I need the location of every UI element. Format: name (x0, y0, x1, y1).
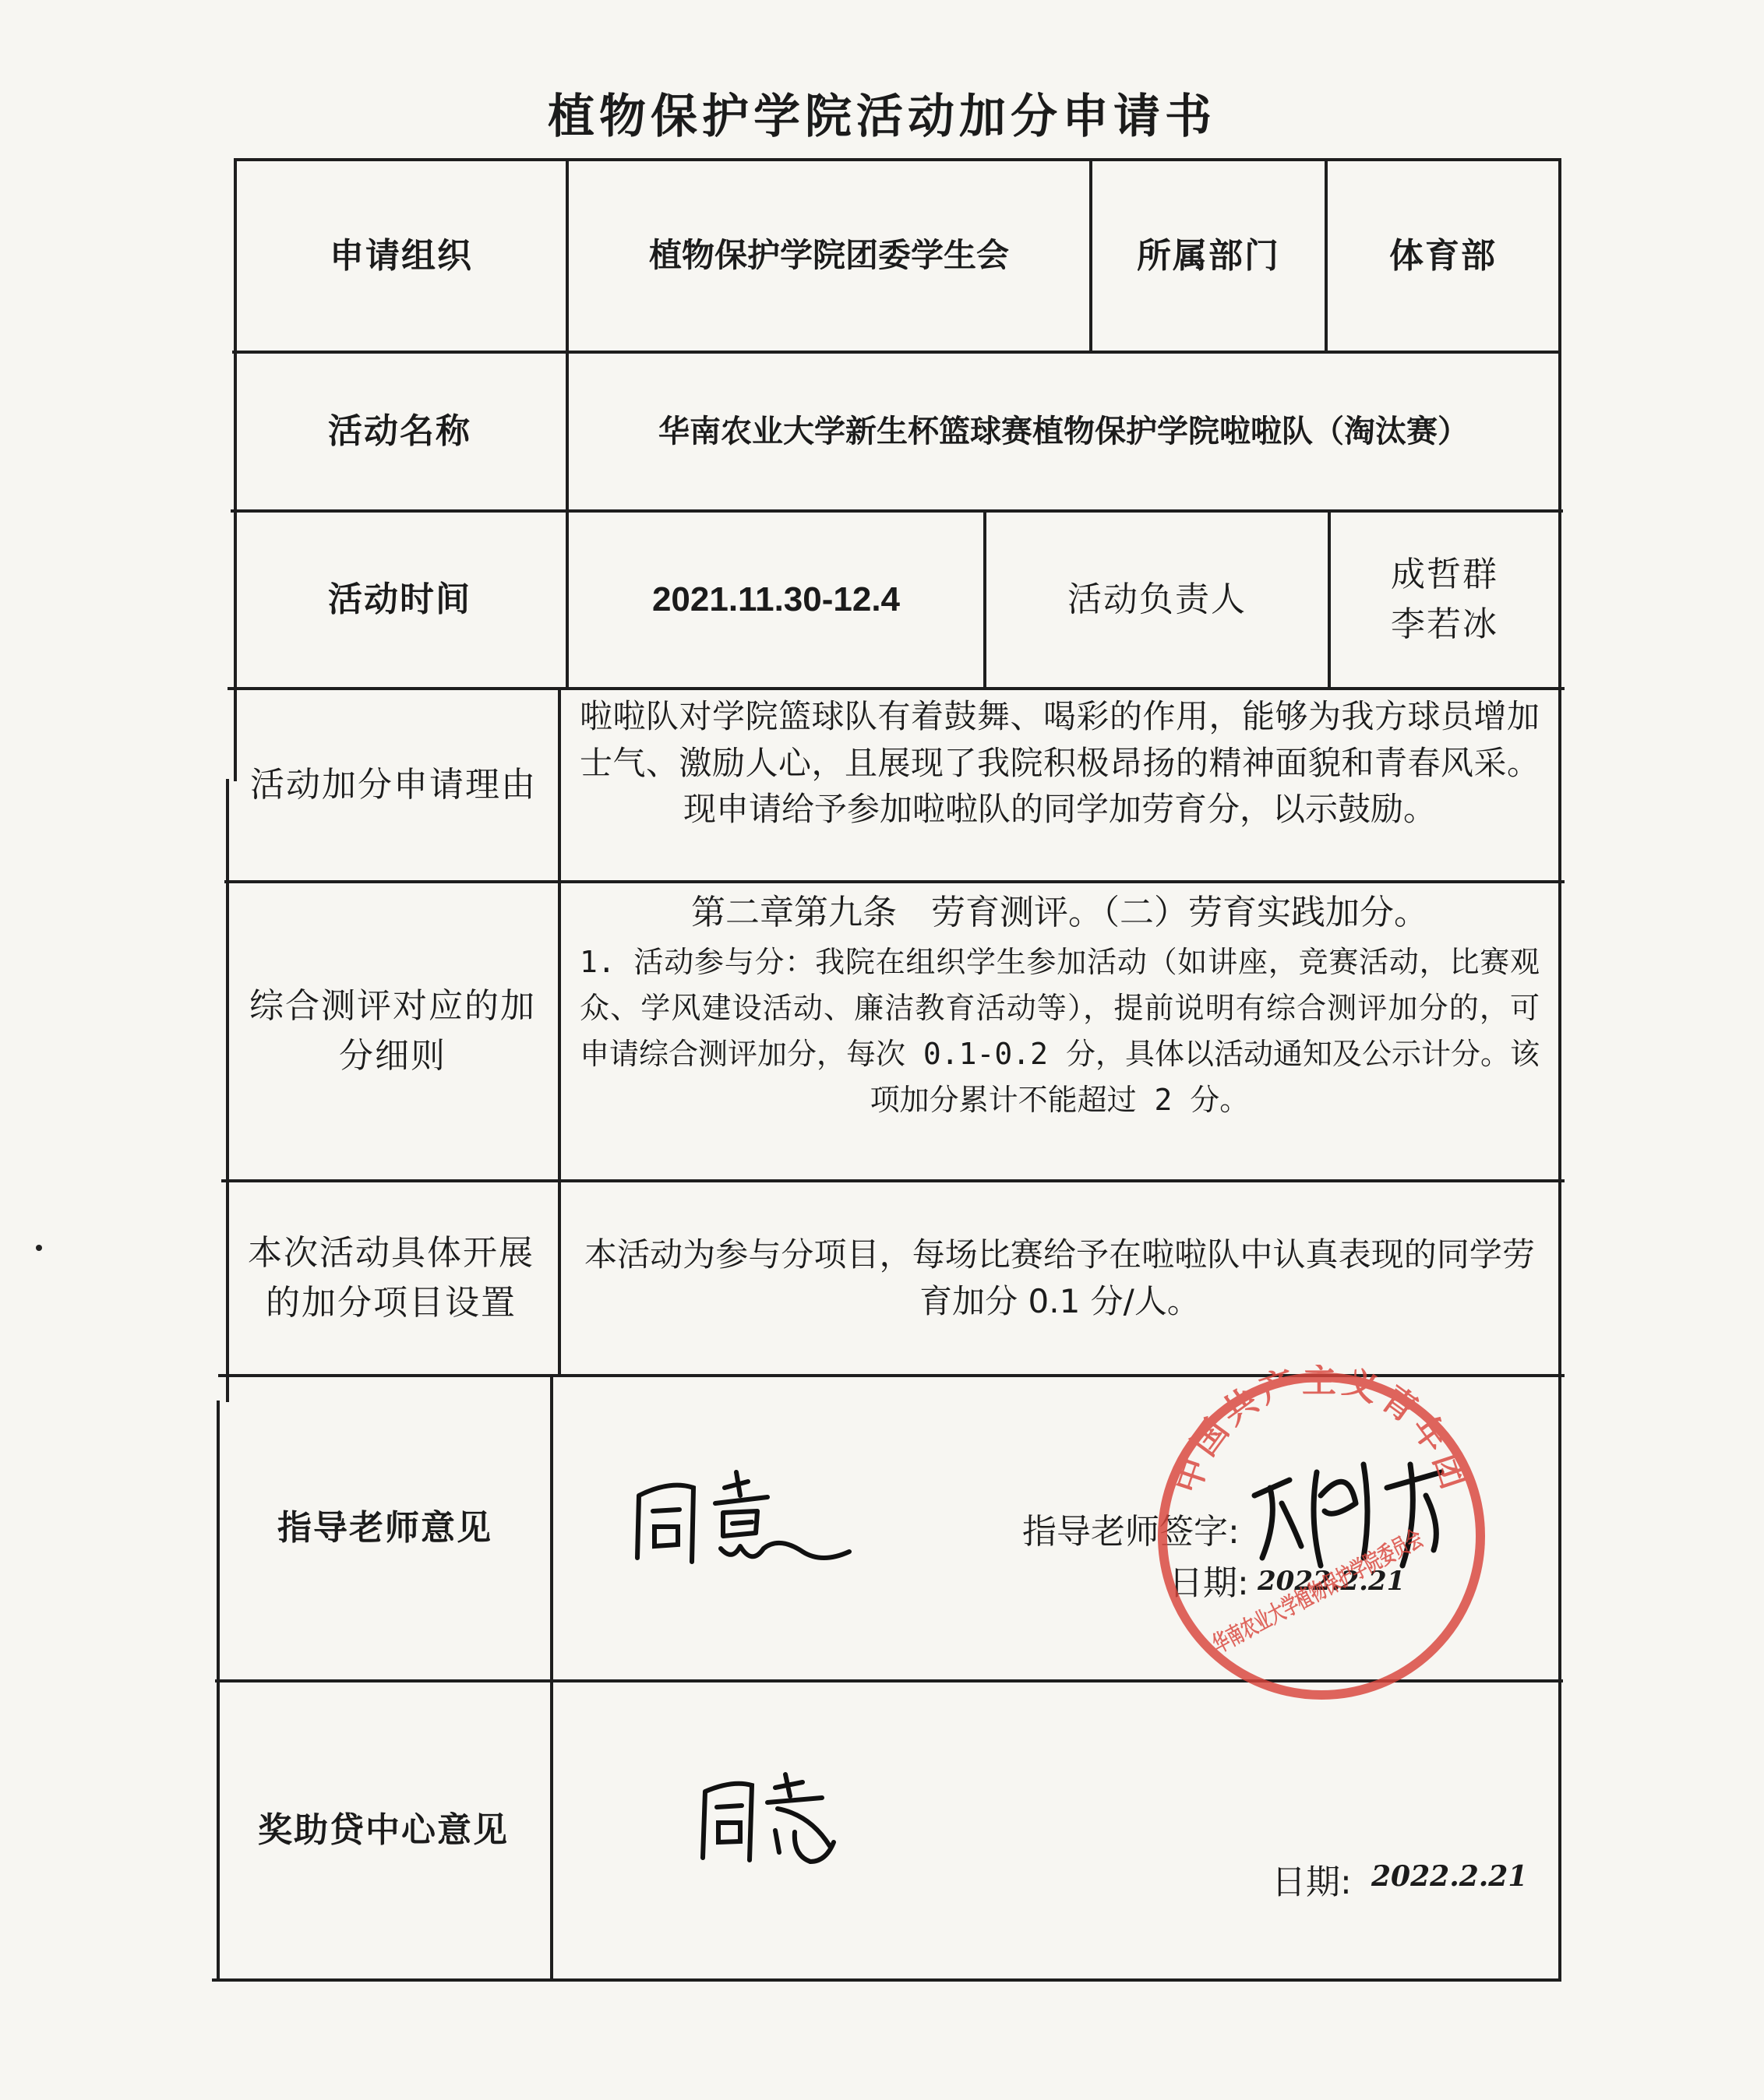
activity-time-value: 2021.11.30-12.4 (651, 580, 901, 619)
applicant-org-value: 植物保护学院团委学生会 (648, 236, 1009, 275)
advisor-label: 指导老师意见 (277, 1508, 492, 1549)
handwritten-signature-icon (623, 1464, 857, 1581)
leader-name: 成哲群 (1391, 555, 1498, 595)
department-label: 所属部门 (1137, 235, 1280, 276)
reason-label: 活动加分申请理由 (250, 765, 537, 805)
rule-block (561, 886, 1558, 1179)
rule-text: 1. 活动参与分：我院在组织学生参加活动（如讲座，竞赛活动，比赛观众、学风建设活动、廉洁教育活动等），提前说明有综合测评加分的，可申请综合测评加分，每次 0.1-0.2 分，具体以活动通知及公示计分。该项加分累计不能超过 2 分。 (580, 945, 1540, 1117)
document-title: 植物保护学院活动加分申请书 (548, 90, 1216, 144)
center-date-value: 2022.2.21 (1371, 1860, 1528, 1893)
svg-text:中国共产主义青年团 (1167, 1365, 1475, 1498)
activity-name-label: 活动名称 (328, 411, 471, 452)
table-rule (1558, 158, 1561, 1982)
leader-names (1331, 513, 1558, 687)
leader-label: 活动负责人 (1067, 580, 1247, 620)
center-label: 奖助贷中心意见 (258, 1810, 509, 1851)
rule-heading: 第二章第九条 劳育测评。（二）劳育实践加分。 (691, 893, 1428, 932)
leader-name: 李若冰 (1391, 604, 1498, 644)
rule-label-text: 综合测评对应的加分细则 (249, 986, 536, 1076)
seal-text-top: 中国共产主义青年团 (1167, 1365, 1476, 1499)
scan-speck (36, 1245, 42, 1251)
items-text: 本活动为参与分项目，每场比赛给予在啦啦队中认真表现的同学劳育加分 0.1 分/人。 (584, 1235, 1535, 1320)
seal-text-bottom: 华南农业大学植物保护学院委员会 (1208, 1470, 1493, 1659)
advisor-date-value: 2022.2.21 (1258, 1566, 1406, 1597)
center-date-label: 日期: (1272, 1862, 1352, 1902)
table-rule (212, 1978, 1560, 1982)
advisor-sign-label: 指导老师签字: (1022, 1512, 1240, 1552)
department-value: 体育部 (1389, 235, 1497, 276)
rule-label (228, 883, 558, 1179)
activity-name-value: 华南农业大学新生杯篮球赛植物保护学院啦啦队（淘汰赛） (658, 414, 1469, 449)
center-opinion (693, 1768, 849, 1869)
items-label (224, 1182, 558, 1374)
applicant-org-label: 申请组织 (330, 235, 473, 276)
official-seal (1150, 1365, 1493, 1707)
advisor-date-label: 日期: (1169, 1563, 1249, 1603)
advisor-opinion (623, 1464, 857, 1581)
activity-time-label: 活动时间 (328, 580, 471, 620)
table-rule (550, 1374, 553, 1982)
items-label-text: 本次活动具体开展的加分项目设置 (248, 1233, 534, 1323)
handwritten-signature-icon (693, 1768, 849, 1869)
reason-text: 啦啦队对学院篮球队有着鼓舞、喝彩的作用，能够为我方球员增加士气、激励人心，且展现了我院积极昂扬的精神面貌和青春风采。现申请给予参加啦啦队的同学加劳育分，以示鼓励。 (580, 697, 1540, 829)
seal-icon (1150, 1365, 1493, 1707)
